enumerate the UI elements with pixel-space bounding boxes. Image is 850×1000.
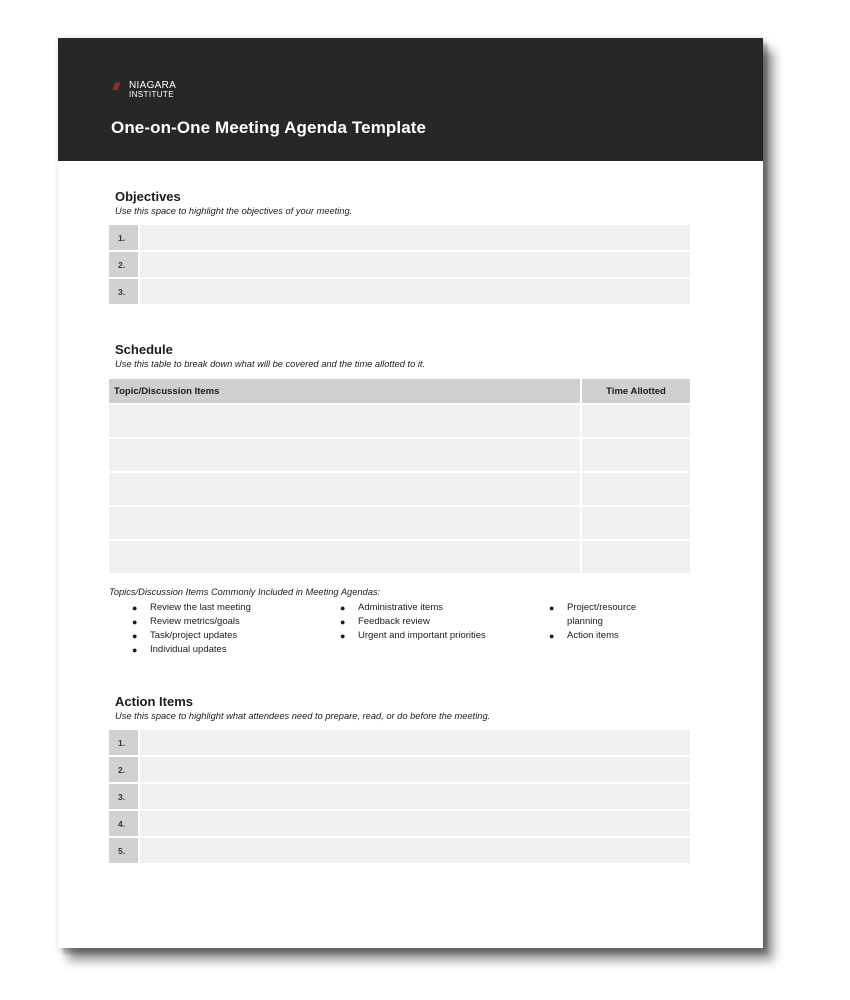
schedule-header-row [109, 379, 690, 403]
niagara-institute-logo [113, 80, 253, 104]
action-item-row [109, 784, 690, 809]
topics-column-3 [549, 601, 667, 643]
action-item-field[interactable] [140, 757, 690, 782]
schedule-row [109, 507, 690, 539]
objective-row [109, 279, 690, 304]
action-item-row [109, 730, 690, 755]
list-item-text: Urgent and important priorities [358, 630, 486, 641]
row-number: 3. [109, 279, 138, 304]
topics-column-1 [132, 601, 350, 657]
objective-field[interactable] [140, 225, 690, 250]
row-number: 2. [109, 757, 138, 782]
row-number: 2. [109, 252, 138, 277]
bullet-icon: ● [549, 603, 555, 613]
list-item-text: Individual updates [150, 644, 227, 655]
topic-cell[interactable] [109, 507, 580, 539]
schedule-row [109, 405, 690, 437]
objectives-subtitle: Use this space to highlight the objectives of your meeting. [115, 206, 353, 216]
objective-row [109, 252, 690, 277]
document-header [58, 38, 763, 161]
document-page [58, 38, 763, 948]
list-item-text: Review the last meeting [150, 602, 251, 613]
time-cell[interactable] [582, 405, 690, 437]
list-item-text: Feedback review [358, 616, 430, 627]
list-item [132, 643, 350, 657]
list-item [549, 601, 667, 629]
objective-row [109, 225, 690, 250]
action-items-subtitle: Use this space to highlight what attendees need to prepare, read, or do before the meeting. [115, 711, 491, 721]
bullet-icon: ● [340, 617, 346, 627]
row-number: 1. [109, 730, 138, 755]
objective-field[interactable] [140, 252, 690, 277]
bullet-icon: ● [340, 631, 346, 641]
schedule-subtitle: Use this table to break down what will be covered and the time allotted to it. [115, 359, 426, 369]
list-item-text: Administrative items [358, 602, 443, 613]
schedule-row [109, 541, 690, 573]
action-item-field[interactable] [140, 730, 690, 755]
list-item-text: Review metrics/goals [150, 616, 240, 627]
action-item-field[interactable] [140, 838, 690, 863]
list-item [340, 615, 508, 629]
action-items-title: Action Items [115, 694, 194, 709]
row-number: 1. [109, 225, 138, 250]
action-item-row [109, 838, 690, 863]
topic-cell[interactable] [109, 439, 580, 471]
bullet-icon: ● [132, 645, 138, 655]
bullet-icon: ● [132, 617, 138, 627]
action-item-row [109, 811, 690, 836]
document-title: One-on-One Meeting Agenda Template [111, 118, 427, 137]
time-cell[interactable] [582, 541, 690, 573]
row-number: 5. [109, 838, 138, 863]
time-cell[interactable] [582, 473, 690, 505]
topics-label: Topics/Discussion Items Commonly Included in Meeting Agendas: [109, 587, 381, 597]
time-cell[interactable] [582, 439, 690, 471]
list-item [132, 629, 350, 643]
topic-cell[interactable] [109, 405, 580, 437]
action-item-field[interactable] [140, 811, 690, 836]
list-item-text: Task/project updates [150, 630, 238, 641]
action-items-list [109, 730, 690, 865]
row-number: 4. [109, 811, 138, 836]
topics-column-2 [340, 601, 508, 643]
action-item-field[interactable] [140, 784, 690, 809]
bullet-icon: ● [340, 603, 346, 613]
list-item-text: Project/resource planning [567, 602, 637, 627]
logo-line2: INSTITUTE [129, 90, 174, 99]
topic-cell[interactable] [109, 541, 580, 573]
logo-line1: NIAGARA [129, 80, 177, 91]
time-column-header: Time Allotted [580, 379, 690, 403]
schedule-title: Schedule [115, 342, 173, 357]
list-item [549, 629, 667, 643]
schedule-row [109, 473, 690, 505]
time-cell[interactable] [582, 507, 690, 539]
objectives-title: Objectives [115, 189, 181, 204]
list-item [132, 615, 350, 629]
schedule-table [109, 379, 690, 573]
list-item [340, 629, 508, 643]
row-number: 3. [109, 784, 138, 809]
list-item [132, 601, 350, 615]
bullet-icon: ● [549, 631, 555, 641]
objective-field[interactable] [140, 279, 690, 304]
schedule-row [109, 439, 690, 471]
bullet-icon: ● [132, 603, 138, 613]
action-item-row [109, 757, 690, 782]
topic-cell[interactable] [109, 473, 580, 505]
list-item [340, 601, 508, 615]
topic-column-header: Topic/Discussion Items [114, 385, 220, 397]
list-item-text: Action items [567, 630, 619, 641]
logo-slashes: /// [113, 82, 119, 93]
objectives-list [109, 225, 690, 306]
bullet-icon: ● [132, 631, 138, 641]
